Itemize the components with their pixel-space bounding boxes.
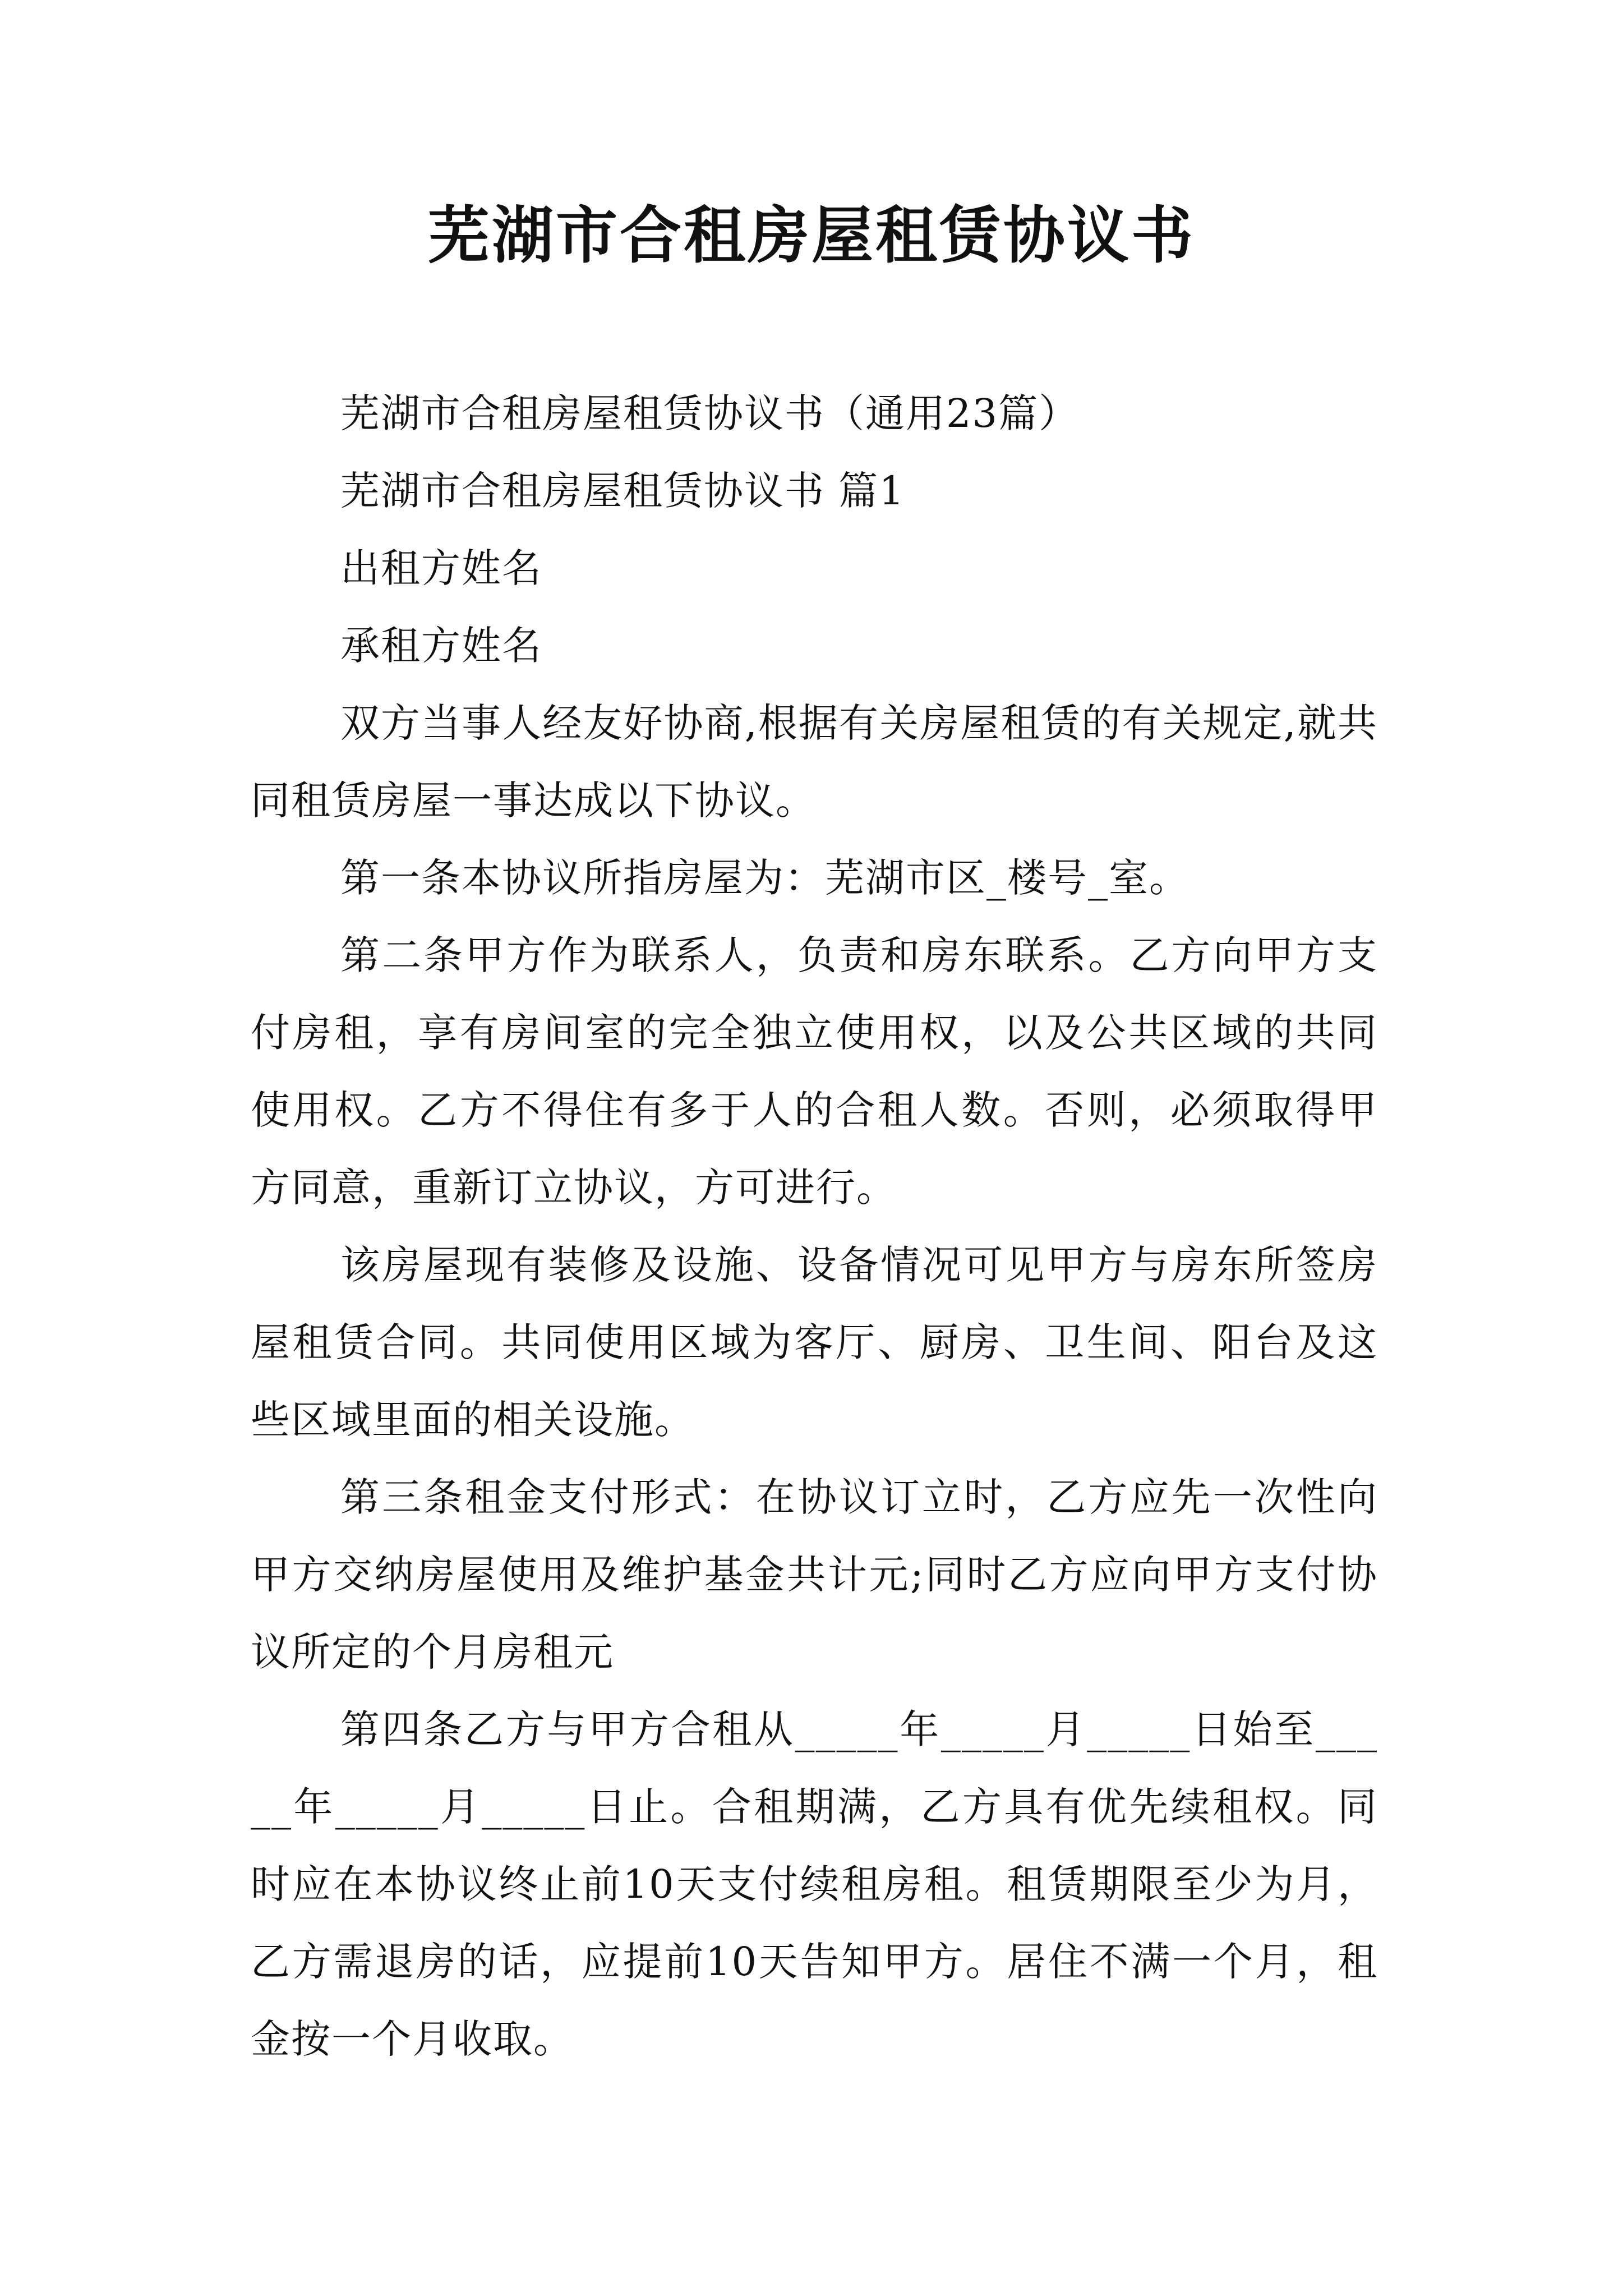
subtitle-paragraph: 芜湖市合租房屋租赁协议书（通用23篇） [340, 390, 1080, 436]
document-body [251, 375, 1378, 2078]
lessor-name-line: 出租方姓名 [340, 545, 542, 591]
article-3-paragraph: 第三条租金支付形式：在协议订立时，乙方应先一次性向甲方交纳房屋使用及维护基金共计元;同时乙方应向甲方支付协议所定的个月房租元 [251, 1474, 1378, 1675]
document-title: 芜湖市合租房屋租赁协议书 [428, 200, 1195, 272]
article-1-paragraph: 第一条本协议所指房屋为：芜湖市区_楼号_室。 [340, 855, 1189, 901]
article-2-paragraph: 第二条甲方作为联系人，负责和房东联系。乙方向甲方支付房租，享有房间室的完全独立使用权，以及公共区域的共同使用权。乙方不得住有多于人的合租人数。否则，必须取得甲方同意，重新订立协议，方可进行。 [251, 932, 1378, 1211]
preamble-paragraph: 双方当事人经友好协商,根据有关房屋租赁的有关规定,就共同租赁房屋一事达成以下协议。 [251, 700, 1378, 823]
section-heading: 芜湖市合租房屋租赁协议书 篇1 [340, 468, 905, 514]
article-4-paragraph: 第四条乙方与甲方合租从_____年_____月_____日始至_____年_____月_____日止。合租期满，乙方具有优先续租权。同时应在本协议终止前10天支付续租房租。租赁期限至少为月，乙方需退房的话，应提前10天告知甲方。居住不满一个月，租金按一个月收取。 [251, 1706, 1378, 2062]
facilities-paragraph: 该房屋现有装修及设施、设备情况可见甲方与房东所签房屋租赁合同。共同使用区域为客厅、厨房、卫生间、阳台及这些区域里面的相关设施。 [251, 1242, 1378, 1443]
lessee-name-line: 承租方姓名 [340, 623, 542, 669]
